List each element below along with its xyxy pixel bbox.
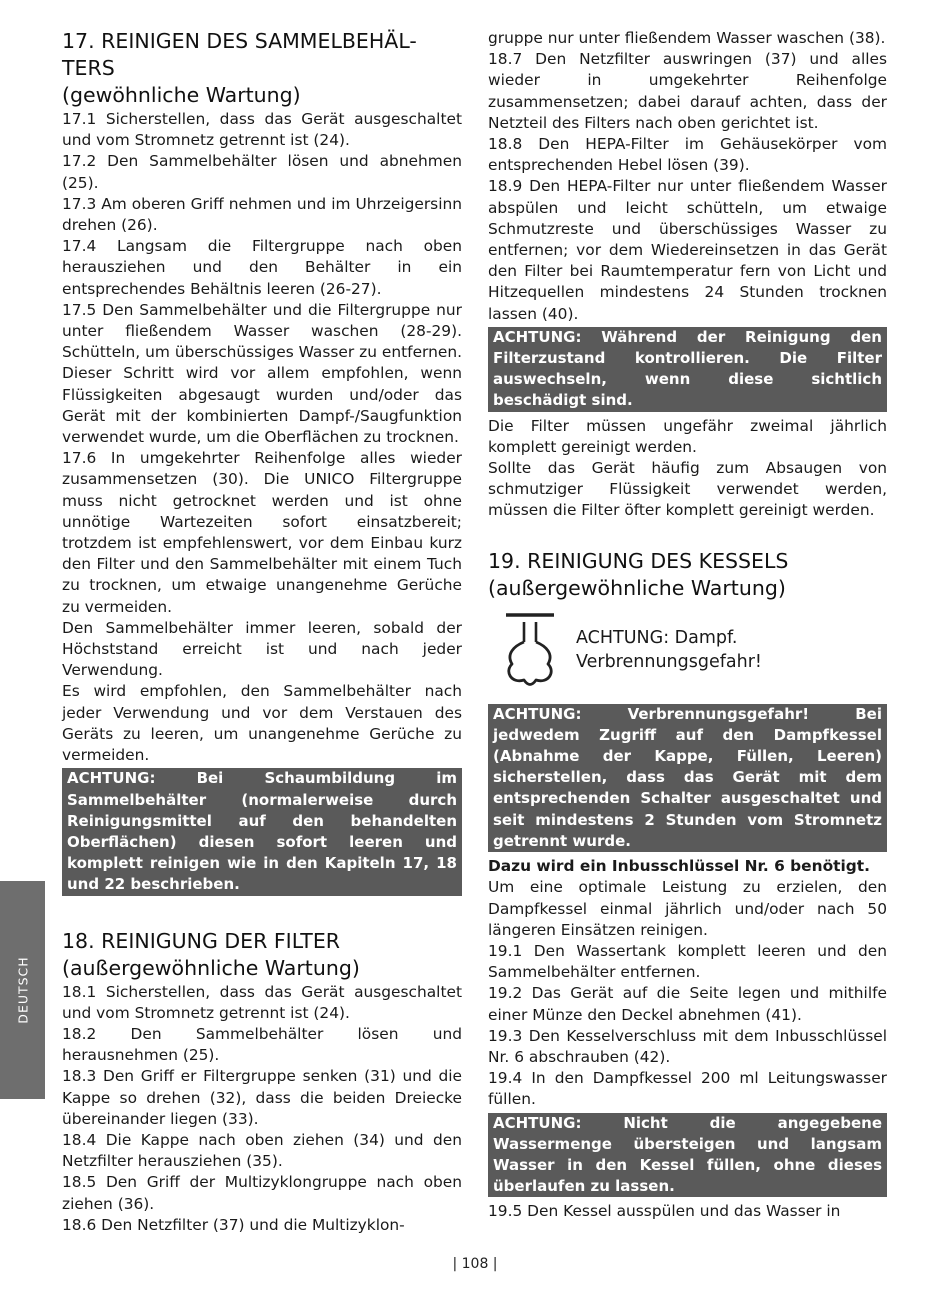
- step-19-5: 19.5 Den Kessel ausspülen und das Wasser in: [488, 1202, 841, 1221]
- step-19-2: 19.2 Das Gerät auf die Seite legen und mithilfe einer Münze den Deckel abnehmen (41).: [488, 984, 887, 1024]
- section-18-subtitle: (außergewöhnliche Wartung): [62, 955, 360, 980]
- step-17-4: 17.4 Langsam die Filtergruppe nach oben herausziehen und den Behälter in ein entsprechendes Behältnis leeren (26-27).: [62, 237, 462, 298]
- step-17-6: 17.6 In umgekehrter Reihenfolge alles wieder zusammensetzen (30). Die UNICO Filtergruppe muss nicht getrocknet werden und ist ohne unnötige Wartezeiten sofort einsatzbereit; trotzdem ist empfehlenswert, vor dem Einbau kurz den Filter und den Sammelbehälter mit einem Tuch zu trocknen, um etwaige unangenehme Gerüche zu vermeiden.: [62, 449, 462, 616]
- step-18-7: 18.7 Den Netzfilter auswringen (37) und alles wieder in umgekehrter Reihenfolge zusammensetzen; dabei darauf achten, dass der Netzteil des Filters nach oben gerichtet ist.: [488, 50, 887, 132]
- step-17-5: 17.5 Den Sammelbehälter und die Filtergruppe nur unter fließendem Wasser waschen (28-29). Schütteln, um überschüssiges Wasser zu entfernen. Dieser Schritt wird vor allem empfohlen, wenn Flüssigkeiten abgesaugt wurden und/oder das Gerät mit der kombinierten Dampf-/Saugfunktion verwendet wurde, um die Oberflächen zu trocknen.: [62, 300, 462, 447]
- steam-warning: [502, 612, 887, 688]
- step-18-2: 18.2 Den Sammelbehälter lösen und herausnehmen (25).: [62, 1024, 462, 1065]
- filter-warning-box: ACHTUNG: Während der Reinigung den Filterzustand kontrollieren. Die Filter auswechseln, wenn diese sichtlich beschädigt sind.: [488, 327, 887, 412]
- step-18-3: 18.3 Den Griff er Filtergruppe senken (31) und die Kappe so drehen (32), dass die beiden Dreiecke übereinander liegen (33).: [62, 1067, 462, 1128]
- left-column: [62, 28, 462, 1236]
- empty-container-note: Den Sammelbehälter immer leeren, sobald der Höchststand erreicht ist und nach jeder Verwendung.: [62, 618, 462, 680]
- section-17-title: [62, 28, 462, 109]
- steam-warning-text: [576, 626, 762, 674]
- steam-warning-line1: ACHTUNG: Dampf.: [576, 627, 738, 648]
- step-18-1: 18.1 Sicherstellen, dass das Gerät ausgeschaltet und vom Stromnetz getrennt ist (24).: [62, 982, 462, 1022]
- section-19-title: [488, 548, 887, 602]
- section-19-title-line1: 19. REINIGUNG DES KESSELS: [488, 548, 789, 573]
- step-19-1: 19.1 Den Wassertank komplett leeren und den Sammelbehälter entfernen.: [488, 941, 887, 982]
- water-amount-warning-box: ACHTUNG: Nicht die angegebene Wassermenge übersteigen und langsam Wasser in den Kessel füllen, ohne dieses überlaufen zu lassen.: [488, 1113, 887, 1198]
- foam-warning-box: ACHTUNG: Bei Schaumbildung im Sammelbehälter (normalerweise durch Reinigungsmittel auf den behandelten Oberflächen) diesen sofort leeren und komplett reinigen wie in den Kapiteln 17, 18 und 22 beschrieben.: [62, 768, 462, 895]
- filter-often-note: Sollte das Gerät häufig zum Absaugen von schmutziger Flüssigkeit verwendet werden, müssen die Filter öfter komplett gereinigt werden.: [488, 459, 887, 520]
- recommendation-note: Es wird empfohlen, den Sammelbehälter nach jeder Verwendung und vor dem Verstauen des Geräts zu leeren, um unangenehme Gerüche zu vermeiden.: [62, 682, 462, 765]
- step-18-5: 18.5 Den Griff der Multizyklongruppe nach oben ziehen (36).: [62, 1173, 462, 1213]
- step-18-4: 18.4 Die Kappe nach oben ziehen (34) und den Netzfilter herausziehen (35).: [62, 1130, 462, 1171]
- section-17-subtitle: (gewöhnliche Wartung): [62, 83, 301, 107]
- language-side-tab: [0, 881, 45, 1099]
- section-17-title-line2: TERS: [62, 56, 115, 80]
- right-column: [488, 28, 887, 1223]
- step-18-6: 18.6 Den Netzfilter (37) und die Multizyklon-: [62, 1215, 405, 1234]
- section-17-title-line1: 17. REINIGEN DES SAMMELBEHÄL-: [62, 29, 417, 53]
- step-19-4: 19.4 In den Dampfkessel 200 ml Leitungswasser füllen.: [488, 1069, 887, 1109]
- section-18-title-line1: 18. REINIGUNG DER FILTER: [62, 928, 341, 953]
- steam-warning-line2: Verbrennungsgefahr!: [576, 651, 762, 672]
- step-17-1: 17.1 Sicherstellen, dass das Gerät ausgeschaltet und vom Stromnetz getrennt ist (24).: [62, 110, 462, 150]
- steam-hazard-icon: [502, 612, 558, 688]
- step-19-3: 19.3 Den Kesselverschluss mit dem Inbusschlüssel Nr. 6 abschrauben (42).: [488, 1026, 887, 1066]
- step-18-9: 18.9 Den HEPA-Filter nur unter fließendem Wasser abspülen und leicht schütteln, um etwaige Schmutzreste und überschüssiges Wasser zu entfernen; vor dem Wiedereinsetzen in das Gerät den Filter bei Raumtemperatur fern von Licht und Hitzequellen mindestens 24 Stunden trocknen lassen (40).: [488, 177, 887, 323]
- section-19-subtitle: (außergewöhnliche Wartung): [488, 575, 786, 600]
- section-18-title: [62, 928, 462, 982]
- filter-twice-note: Die Filter müssen ungefähr zweimal jährlich komplett gereinigt werden.: [488, 416, 887, 456]
- step-18-8: 18.8 Den HEPA-Filter im Gehäusekörper vom entsprechenden Hebel lösen (39).: [488, 135, 887, 175]
- step-17-2: 17.2 Den Sammelbehälter lösen und abnehmen (25).: [62, 152, 462, 192]
- burn-warning-box: ACHTUNG: Verbrennungsgefahr! Bei jedwedem Zugriff auf den Dampfkessel (Abnahme der Kappe, Füllen, Leeren) sicherstellen, dass das Gerät mit dem entsprechenden Schalter ausgeschaltet und seit mindestens 2 Stunden vom Stromnetz getrennt wurde.: [488, 704, 887, 852]
- tool-requirement: Dazu wird ein Inbusschlüssel Nr. 6 benötigt.: [488, 857, 870, 876]
- boiler-intro: Um eine optimale Leistung zu erzielen, den Dampfkessel einmal jährlich und/oder nach 50 längeren Einsätzen reinigen.: [488, 878, 887, 939]
- page-number: | 108 |: [452, 1256, 498, 1272]
- step-18-6-continued: gruppe nur unter fließendem Wasser waschen (38).: [488, 29, 886, 47]
- language-label: DEUTSCH: [15, 956, 30, 1024]
- step-17-3: 17.3 Am oberen Griff nehmen und im Uhrzeigersinn drehen (26).: [62, 194, 462, 235]
